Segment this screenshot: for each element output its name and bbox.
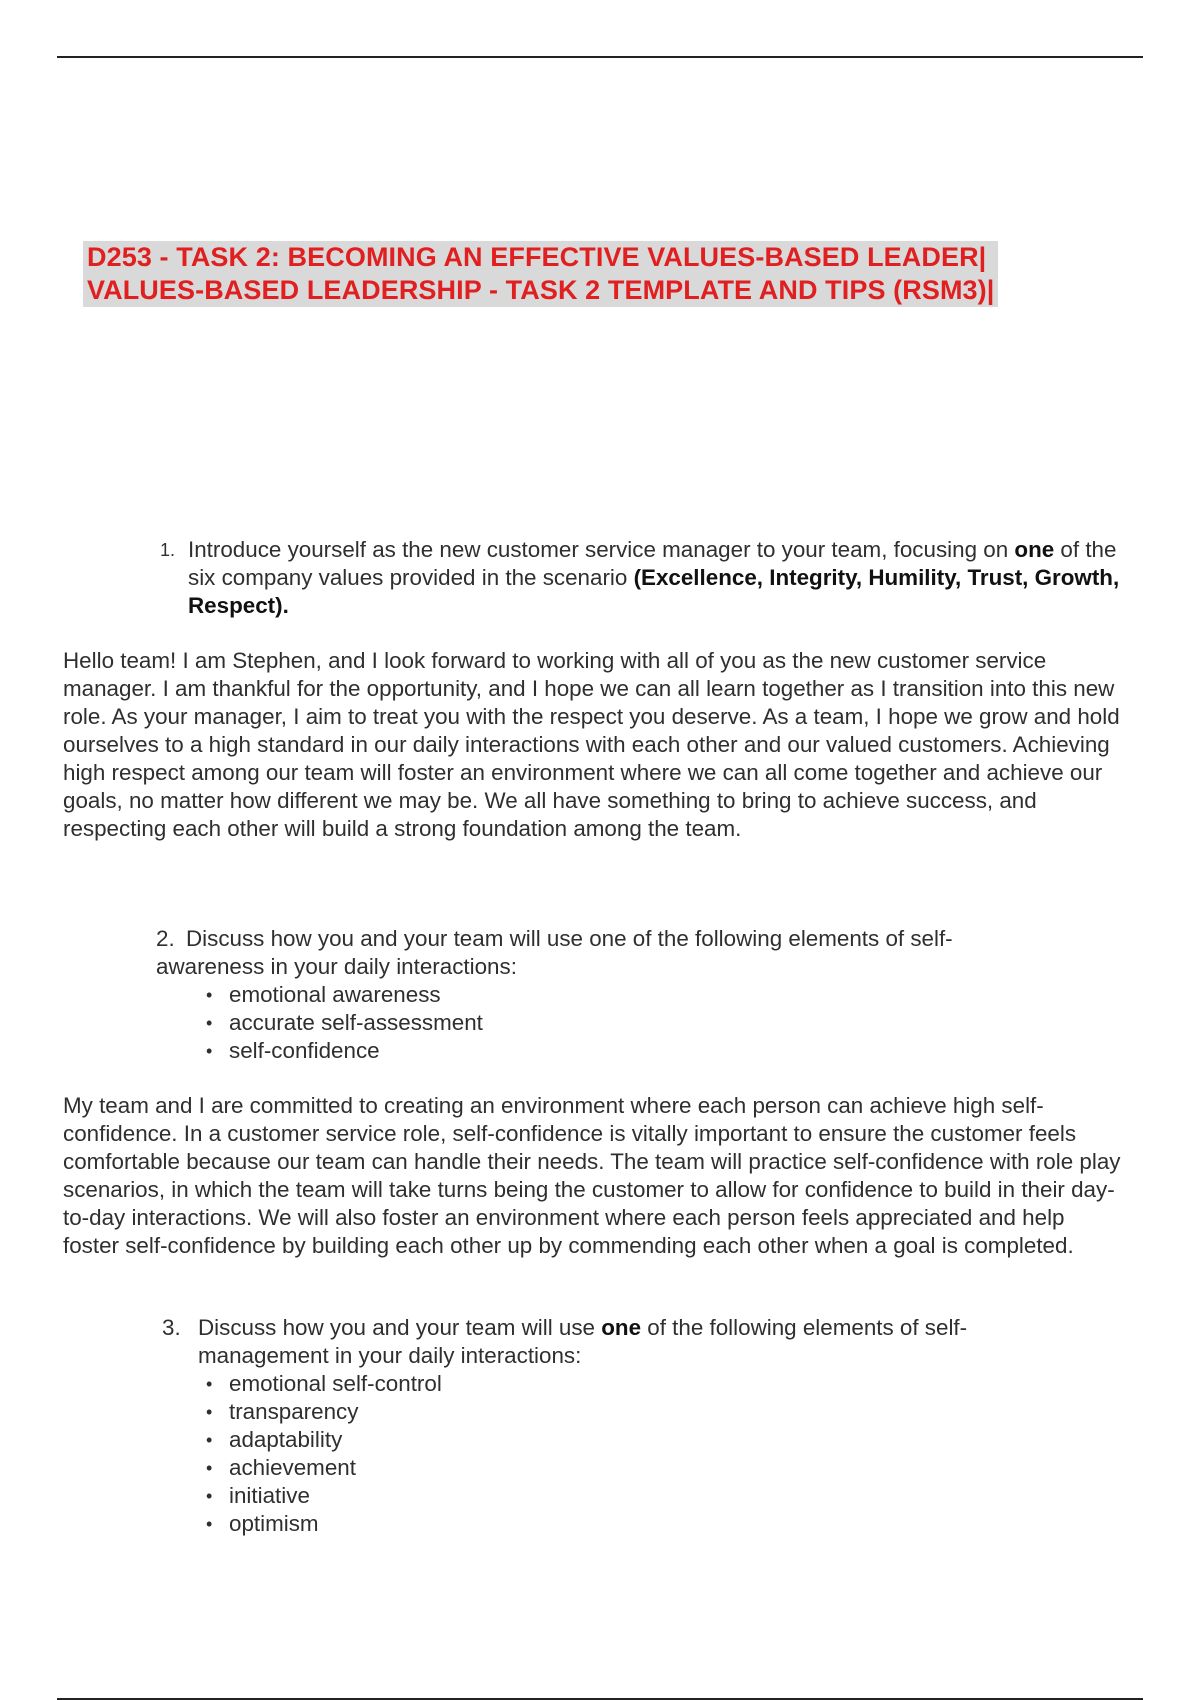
list-item: • initiative [206,1482,442,1510]
list-item: • adaptability [206,1426,442,1454]
question-1-number: 1. [160,540,176,560]
question-1-text: Introduce yourself as the new customer service manager to your team, focusing on one of the six company values provided in the scenario (Excellence, Integrity, Humility, Trust, Growth, Respect). [188,537,1120,618]
answer-2: My team and I are committed to creating an environment where each person can achieve high self-confidence. In a customer service role, self-confidence is vitally important to ensure the customer feels comfortable because our team can handle their needs. The team will practice self-confidence with role play scenarios, in which the team will take turns being the customer to allow for confidence to build in their day-to-day interactions. We will also foster an environment where each person feels appreciated and help foster self-confidence by building each other up by commending each other when a goal is completed. [63,1093,1121,1258]
question-3-bold-one: one [601,1315,642,1340]
list-item: • achievement [206,1454,442,1482]
question-2 [156,925,1056,981]
question-1-bold-one: one [1014,537,1055,562]
self-awareness-list [206,981,483,1065]
document-title [83,241,998,307]
question-2-text: Discuss how you and your team will use one of the following elements of self-awareness in your daily interactions: [156,926,953,979]
question-3-number: 3. [162,1315,181,1340]
question-1 [160,536,1125,620]
list-item: • emotional self-control [206,1370,442,1398]
self-management-list [206,1370,442,1538]
question-2-number: 2. [156,926,175,951]
top-rule [57,56,1143,58]
question-1-values: (Excellence, Integrity, Humility, Trust, Growth, Respect). [188,565,1120,618]
title-line-2: VALUES-BASED LEADERSHIP - TASK 2 TEMPLATE AND TIPS (RSM3)| [87,275,995,305]
list-item: • self-confidence [206,1037,483,1065]
question-3-text: Discuss how you and your team will use one of the following elements of self-management in your daily interactions: [198,1315,968,1368]
title-line-1: D253 - TASK 2: BECOMING AN EFFECTIVE VALUES-BASED LEADER| [87,242,987,272]
list-item: • emotional awareness [206,981,483,1009]
list-item: • accurate self-assessment [206,1009,483,1037]
answer-1: Hello team! I am Stephen, and I look forward to working with all of you as the new customer service manager. I am thankful for the opportunity, and I hope we can all learn together as I transition into this new role. As your manager, I aim to treat you with the respect you deserve. As a team, I hope we grow and hold ourselves to a high standard in our daily interactions with each other and our valued customers. Achieving high respect among our team will foster an environment where we can all come together and achieve our goals, no matter how different we may be. We all have something to bring to achieve success, and respecting each other will build a strong foundation among the team. [63,648,1120,841]
list-item: • optimism [206,1510,442,1538]
question-3 [162,1314,1062,1370]
list-item: • transparency [206,1398,442,1426]
